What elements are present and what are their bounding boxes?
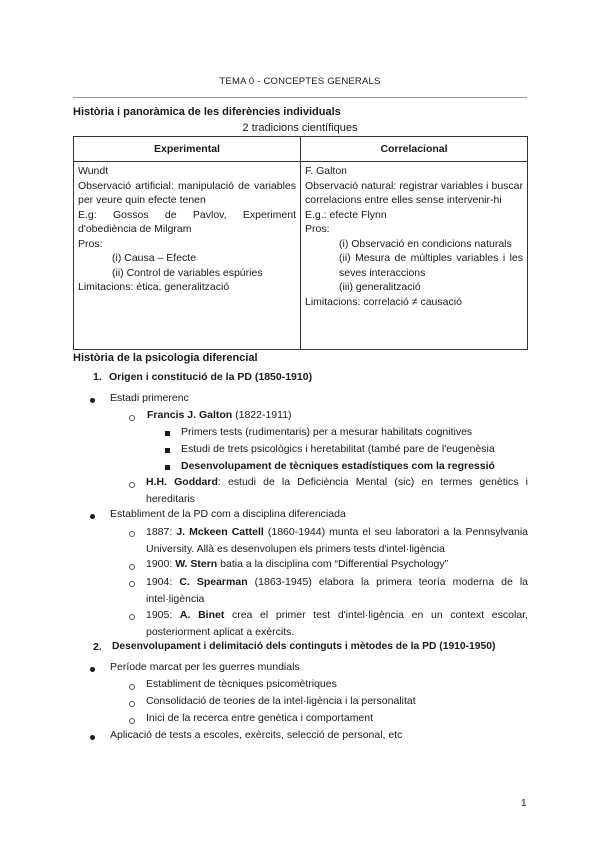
- correlational-example: E.g.: efecte Flynn: [305, 208, 387, 221]
- table-caption: 2 tradicions científiques: [242, 122, 358, 134]
- correlational-pro-2: (ii) Mesura de múltiples variables i les seves interaccions: [339, 252, 523, 279]
- item-1904: [146, 574, 528, 607]
- stern-name: W. Stern: [175, 558, 218, 570]
- galton-point-2: Estudi de trets psicològics i heretabilitat (també pare de l'eugenèsia: [181, 443, 495, 455]
- item-psychometrics: Establiment de tècniques psicomètriques: [146, 678, 337, 690]
- bullet-circle-icon: [129, 684, 135, 690]
- bullet-circle-icon: [129, 531, 135, 537]
- correlational-pro-1: (i) Observació en condicions naturals: [339, 237, 512, 250]
- cattell-text: (1860-1944) munta el seu laboratori a la Pennsylvania University. Allà es desenvolupen els primers tests d'intel·ligència: [146, 526, 529, 555]
- year-1905: 1905:: [146, 609, 180, 621]
- galton-point-1: Primers tests (rudimentaris) per a mesurar habilitats cognitives: [181, 426, 473, 438]
- bullet-disc-icon: [90, 514, 95, 519]
- item-1887: [146, 524, 528, 557]
- table-header-correlational: Correlacional: [301, 137, 528, 162]
- year-1900: 1900:: [146, 558, 176, 570]
- bullet-circle-icon: [129, 614, 135, 620]
- heading-origin: Origen i constitució de la PD (1850-1910): [109, 371, 313, 383]
- correlational-pros-label: Pros:: [305, 223, 330, 235]
- heading-number-2: 2.: [93, 641, 102, 653]
- binet-name: A. Binet: [179, 609, 225, 621]
- heading-number-1: 1.: [93, 371, 102, 383]
- item-genetics: Inici de la recerca entre genètica i comportament: [146, 712, 374, 724]
- bullet-disc-icon: [90, 735, 95, 740]
- cattell-name: J. Mckeen Cattell: [176, 526, 264, 538]
- correlational-author: F. Galton: [305, 165, 348, 177]
- bullet-circle-icon: [129, 701, 135, 707]
- cell-correlational: [301, 162, 528, 350]
- galton-years: (1822-1911): [232, 409, 292, 421]
- binet-text: crea el primer test d'intel·ligència en un context escolar, posteriorment aplicat a exèrcits.: [146, 609, 528, 638]
- item-theories: Consolidació de teories de la intel·ligència i la personalitat: [146, 695, 416, 707]
- galton-name: Francis J. Galton: [147, 409, 233, 421]
- bullet-circle-icon: [129, 564, 135, 570]
- experimental-example: E.g: Gossos de Pavlov, Experiment d'obediència de Milgram: [78, 208, 296, 235]
- spearman-name: C. Spearman: [179, 576, 248, 588]
- bullet-early-stage: Estadi primerenc: [110, 392, 189, 404]
- experimental-author: Wundt: [78, 165, 109, 177]
- header-divider: [73, 97, 527, 98]
- year-1904: 1904:: [146, 576, 180, 588]
- correlational-pro-3: (iii) generalització: [339, 281, 421, 293]
- bullet-disc-icon: [90, 398, 95, 403]
- experimental-pro-2: (ii) Control de variables espúries: [112, 266, 263, 279]
- bullet-circle-icon: [129, 482, 135, 488]
- traditions-table: [73, 136, 528, 350]
- item-1900: [146, 558, 448, 570]
- bullet-establishment: Establiment de la PD com a disciplina diferenciada: [110, 508, 346, 520]
- heading-development: Desenvolupament i delimitació dels continguts i mètodes de la PD (1910-1950): [112, 641, 496, 652]
- item-goddard: [146, 474, 528, 507]
- experimental-pro-1: (i) Causa – Efecte: [112, 252, 197, 264]
- section-title-differential-psychology: Història de la psicologia diferencial: [73, 352, 258, 364]
- page-header-title: TEMA 0 - CONCEPTES GENERALS: [219, 76, 381, 87]
- table-header-experimental: Experimental: [74, 137, 301, 162]
- bullet-square-icon: [165, 465, 170, 470]
- bullet-square-icon: [165, 431, 170, 436]
- spearman-text: (1863-1945) elabora la primera teoría moderna de la intel·ligència: [146, 576, 528, 605]
- bullet-circle-icon: [129, 581, 135, 587]
- bullet-square-icon: [165, 448, 170, 453]
- goddard-text: : estudi de la Deficiència Mental (sic) en termes genètics i hereditaris: [146, 476, 528, 505]
- galton-point-3: Desenvolupament de tècniques estadístiques com la regressió: [181, 460, 495, 472]
- goddard-name: H.H. Goddard: [146, 476, 218, 488]
- bullet-test-application: Aplicació de tests a escoles, exèrcits, selecció de personal, etc: [110, 729, 403, 741]
- correlational-limitations: Limitacions: correlació ≠ causació: [305, 295, 462, 308]
- bullet-world-wars: Període marcat per les guerres mundials: [110, 661, 300, 673]
- experimental-pros-label: Pros:: [78, 237, 103, 250]
- year-1887: 1887:: [146, 526, 177, 538]
- page-number: 1: [521, 798, 527, 809]
- experimental-limitations: Limitacions: ètica, generalització: [78, 281, 230, 293]
- section-title-history-overview: Història i panoràmica de les diferències individuals: [73, 106, 341, 118]
- bullet-circle-icon: [129, 718, 135, 724]
- bullet-disc-icon: [90, 667, 95, 672]
- stern-text: batia a la disciplina com “Differential Psychology”: [217, 558, 449, 570]
- experimental-description: Observació artificial: manipulació de variables per veure quin efecte tenen: [78, 179, 296, 206]
- item-galton: [147, 409, 292, 421]
- bullet-circle-icon: [129, 415, 135, 421]
- item-1905: [146, 607, 528, 640]
- cell-experimental: [74, 162, 301, 350]
- correlational-description: Observació natural: registrar variables i buscar correlacions entre elles sense intervenir-hi: [305, 179, 523, 206]
